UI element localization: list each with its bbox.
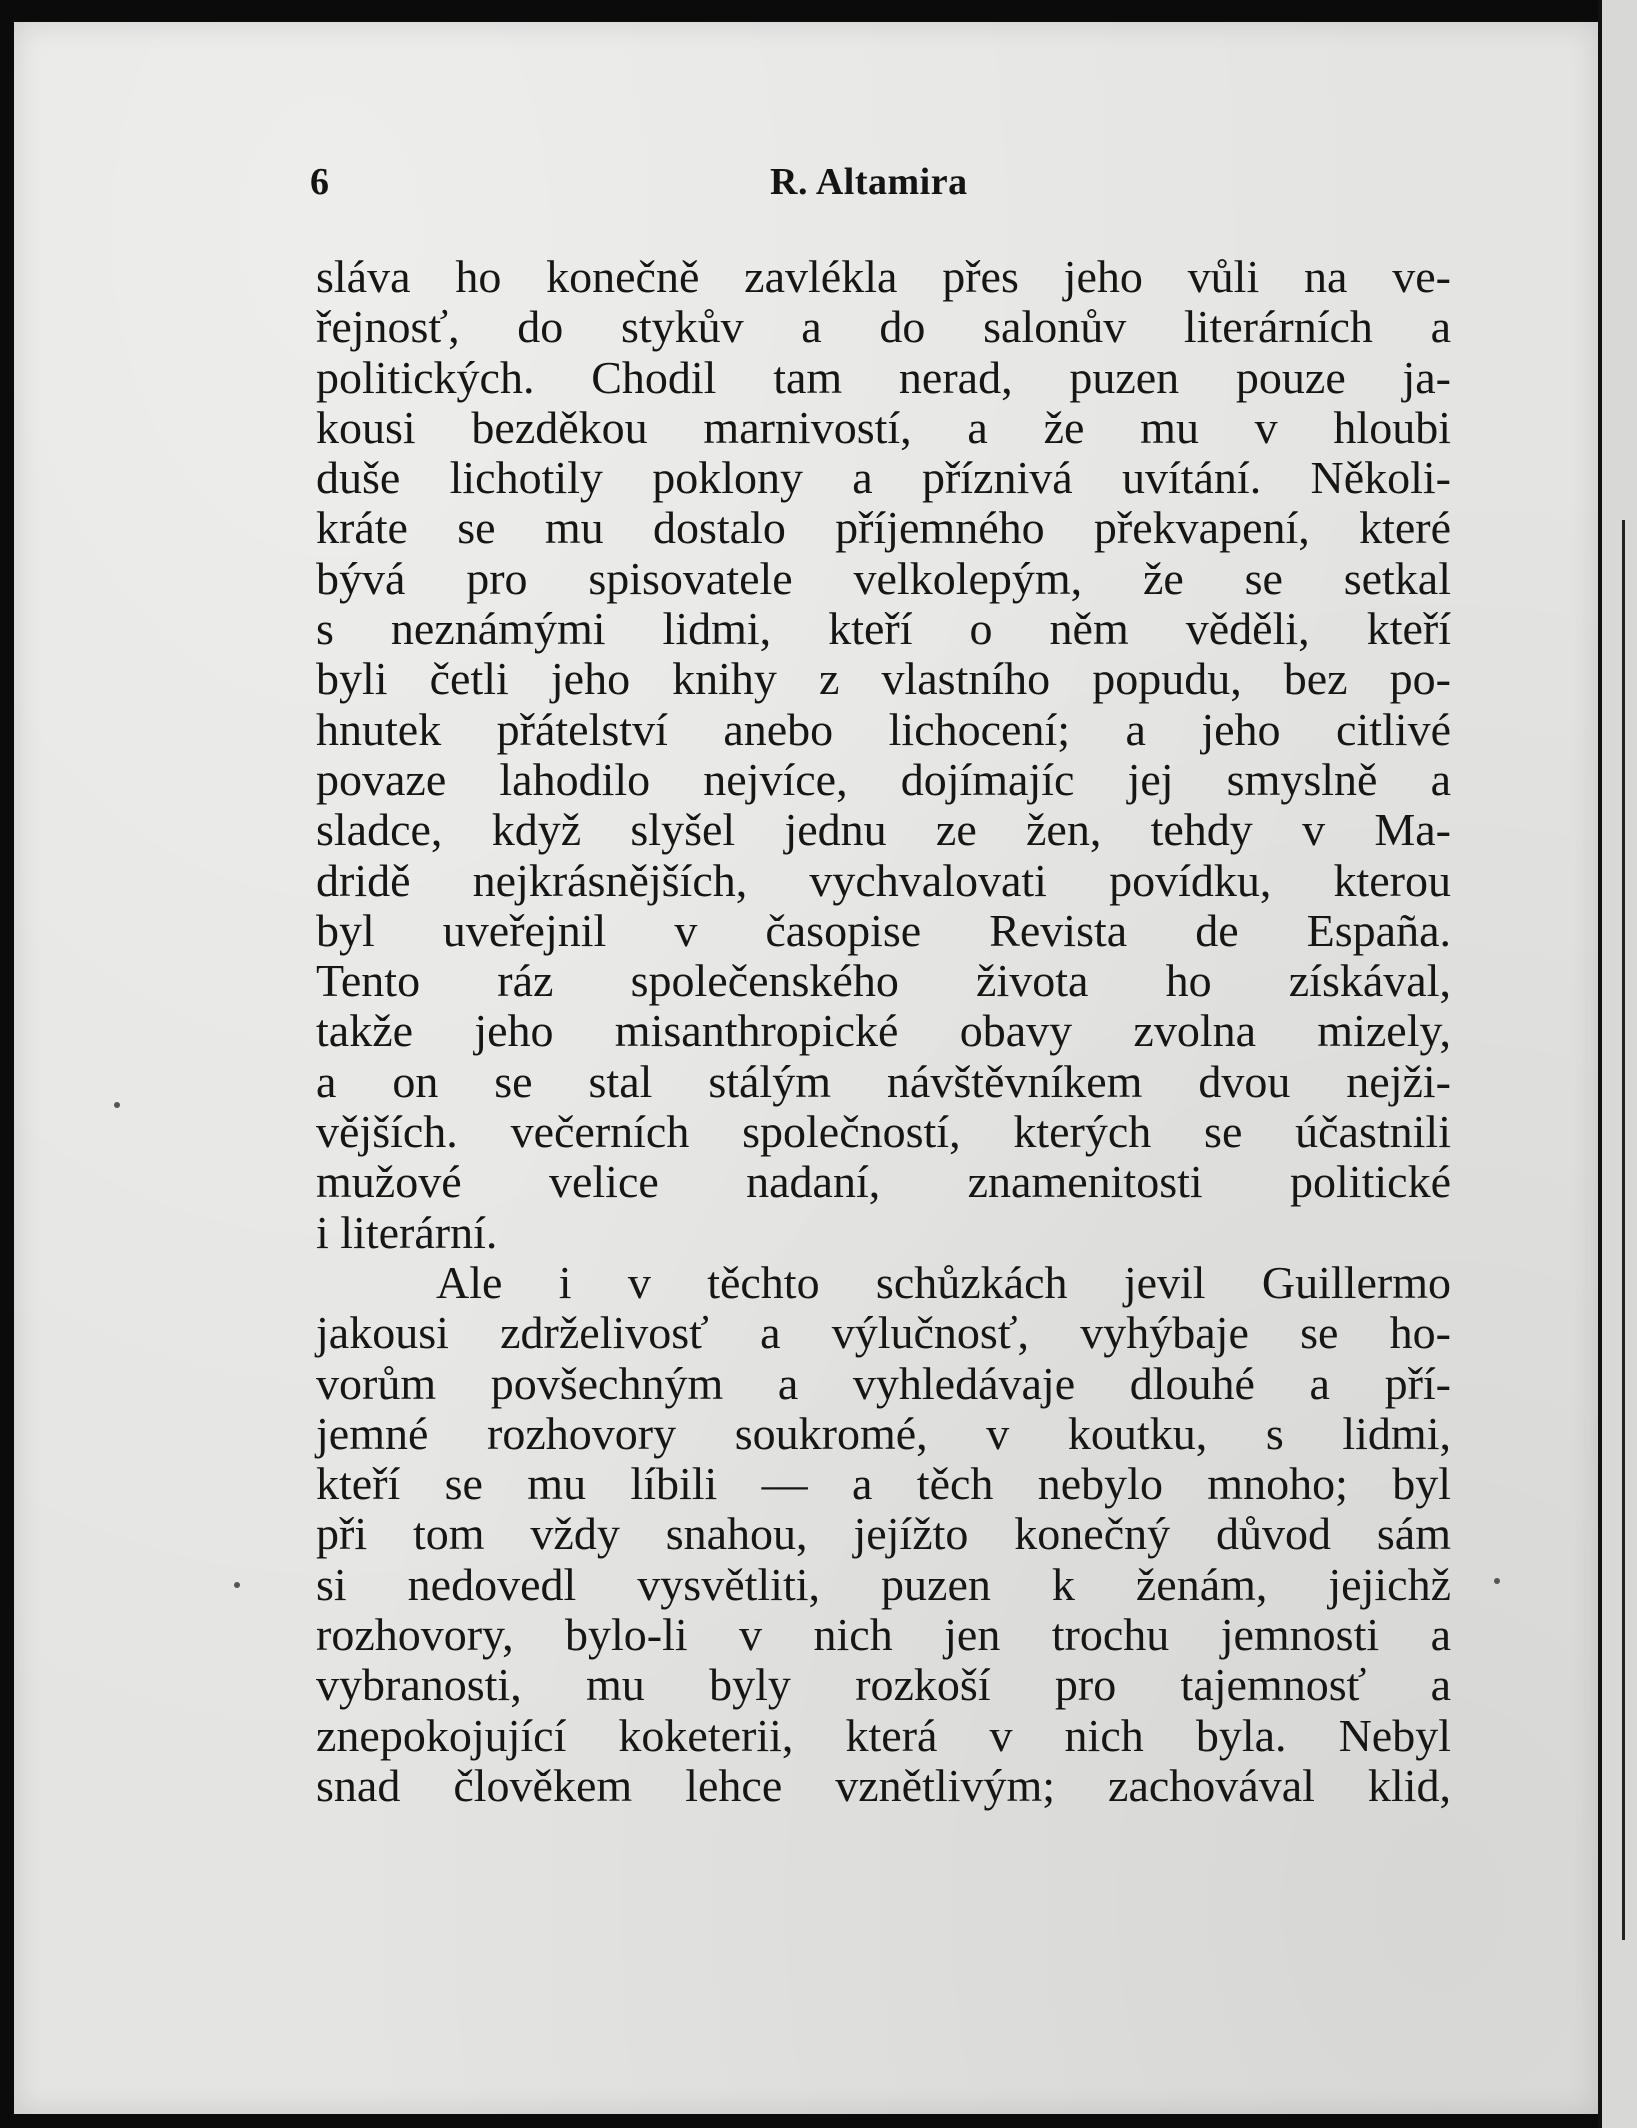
text-line: vorům povšechným a vyhledávaje dlouhé a pří-: [316, 1357, 1451, 1409]
text-line: hnutek přátelství anebo lichocení; a jeho citlivé: [316, 703, 1451, 755]
text-line: kráte se mu dostalo příjemného překvapení, které: [316, 502, 1451, 554]
text-line: byl uveřejnil v časopise Revista de España.: [316, 904, 1451, 956]
text-line: jakousi zdrželivosť a výlučnosť, vyhýbaje se ho-: [316, 1307, 1451, 1359]
text-line: si nedovedl vysvětliti, puzen k ženám, jejichž: [316, 1558, 1451, 1610]
text-line: mužové velice nadaní, znamenitosti politické: [316, 1156, 1451, 1208]
text-line: s neznámými lidmi, kteří o něm věděli, kteří: [316, 603, 1451, 655]
text-line: politických. Chodil tam nerad, puzen pouze ja-: [316, 351, 1451, 403]
page-number: 6: [310, 161, 329, 203]
text-line: povaze lahodilo nejvíce, dojímajíc jej smyslně a: [316, 753, 1451, 805]
paper-speck: [114, 1102, 120, 1108]
running-head: [310, 160, 1060, 210]
text-line: bývá pro spisovatele velkolepým, že se setkal: [316, 552, 1451, 604]
body-text: [316, 252, 1451, 1811]
text-line: snad člověkem lehce vznětlivým; zachovával klid,: [316, 1759, 1451, 1811]
text-line: dridě nejkrásnějších, vychvalovati povídku, kterou: [316, 854, 1451, 906]
text-line: sladce, když slyšel jednu ze žen, tehdy v Ma-: [316, 804, 1451, 856]
paper-speck: [234, 1582, 240, 1588]
text-line: a on se stal stálým návštěvníkem dvou nejži-: [316, 1055, 1451, 1107]
text-line: vybranosti, mu byly rozkoší pro tajemnosť a: [316, 1659, 1451, 1711]
facing-page-edge: [1598, 0, 1637, 2128]
text-line: řejnosť, do stykův a do salonův literárních a: [316, 301, 1451, 353]
text-line: byli četli jeho knihy z vlastního popudu, bez po-: [316, 653, 1451, 705]
text-line: duše lichotily poklony a příznivá uvítání. Několi-: [316, 452, 1451, 504]
text-line: při tom vždy snahou, jejížto konečný důvod sám: [316, 1508, 1451, 1560]
paragraph-end-line: i literární.: [316, 1206, 498, 1258]
text-line: vějších. večerních společností, kterých se účastnili: [316, 1106, 1451, 1158]
text-line: kousi bezděkou marnivostí, a že mu v hloubi: [316, 401, 1451, 453]
running-title: R. Altamira: [770, 161, 968, 203]
text-line: kteří se mu líbili — a těch nebylo mnoho; byl: [316, 1458, 1451, 1510]
text-line: sláva ho konečně zavlékla přes jeho vůli na ve-: [316, 251, 1451, 302]
facing-page-rule: [1622, 520, 1625, 1940]
text-line: rozhovory, bylo-li v nich jen trochu jemnosti a: [316, 1609, 1451, 1661]
text-line: znepokojující koketerii, která v nich byla. Nebyl: [316, 1709, 1451, 1761]
paper-speck: [1494, 1578, 1500, 1584]
text-line: takže jeho misanthropické obavy zvolna mizely,: [316, 1005, 1451, 1057]
paragraph-start-line: Ale i v těchto schůzkách jevil Guillermo: [436, 1256, 1451, 1308]
text-line: jemné rozhovory soukromé, v koutku, s lidmi,: [316, 1407, 1451, 1459]
text-line: Tento ráz společenského života ho získával,: [316, 955, 1451, 1007]
